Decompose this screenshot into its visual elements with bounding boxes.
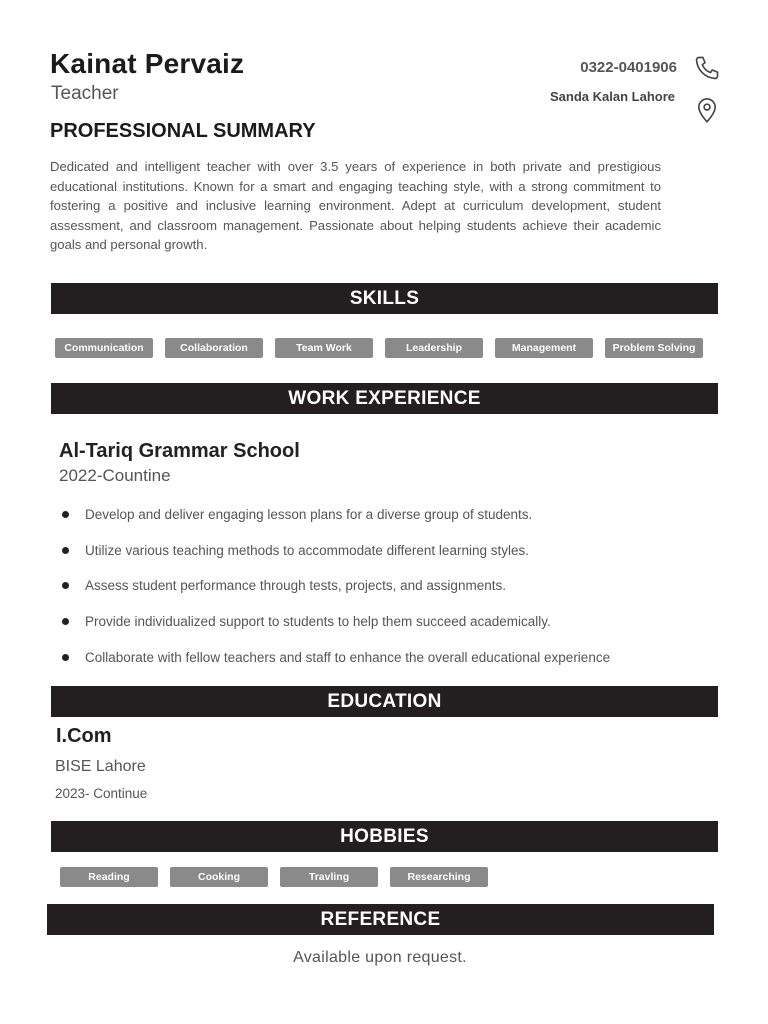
list-item: Provide individualized support to students to help them succeed academically. — [58, 614, 698, 629]
bullet-icon — [62, 654, 69, 661]
list-item: Utilize various teaching methods to accommodate different learning styles. — [58, 543, 698, 558]
company-name: Al-Tariq Grammar School — [59, 440, 300, 462]
phone-icon — [693, 54, 721, 82]
address: Sanda Kalan Lahore — [550, 89, 675, 104]
bullet-icon — [62, 618, 69, 625]
phone-number: 0322-0401906 — [580, 59, 677, 76]
hobbies-heading: HOBBIES — [51, 821, 718, 852]
list-item: Collaborate with fellow teachers and staff to enhance the overall educational experience — [58, 650, 698, 665]
skill-pill: Communication — [55, 338, 153, 358]
location-pin-icon — [693, 96, 721, 124]
job-period: 2022-Countine — [59, 466, 171, 485]
summary-heading: PROFESSIONAL SUMMARY — [50, 120, 316, 142]
skill-pill: Management — [495, 338, 593, 358]
hobby-pill: Researching — [390, 867, 488, 887]
list-item: Assess student performance through tests, projects, and assignments. — [58, 578, 698, 593]
skill-pill: Leadership — [385, 338, 483, 358]
skills-heading: SKILLS — [51, 283, 718, 314]
skill-pill: Problem Solving — [605, 338, 703, 358]
experience-heading: WORK EXPERIENCE — [51, 383, 718, 414]
list-item: Develop and deliver engaging lesson plans for a diverse group of students. — [58, 507, 698, 522]
reference-text: Available upon request. — [293, 949, 467, 966]
hobby-pill: Cooking — [170, 867, 268, 887]
degree: I.Com — [56, 725, 112, 747]
hobby-pill: Reading — [60, 867, 158, 887]
candidate-name: Kainat Pervaiz — [50, 48, 245, 79]
summary-text: Dedicated and intelligent teacher with over 3.5 years of experience in both private and prestigious educational institutions. Known for a smart and engaging teaching style, with a strong commitment to fostering a positive and inclusive learning environment. Adept at curriculum development, student assessment, and classroom management. Passionate about helping students achieve their academic goals and personal growth. — [50, 159, 661, 252]
institution: BISE Lahore — [55, 758, 146, 775]
job-title: Teacher — [51, 83, 119, 104]
bullet-icon — [62, 511, 69, 518]
skill-pill: Collaboration — [165, 338, 263, 358]
reference-heading: REFERENCE — [47, 904, 714, 935]
education-heading: EDUCATION — [51, 686, 718, 717]
hobby-pill: Travling — [280, 867, 378, 887]
bullet-icon — [62, 582, 69, 589]
bullet-icon — [62, 547, 69, 554]
education-period: 2023- Continue — [55, 786, 148, 801]
skill-pill: Team Work — [275, 338, 373, 358]
